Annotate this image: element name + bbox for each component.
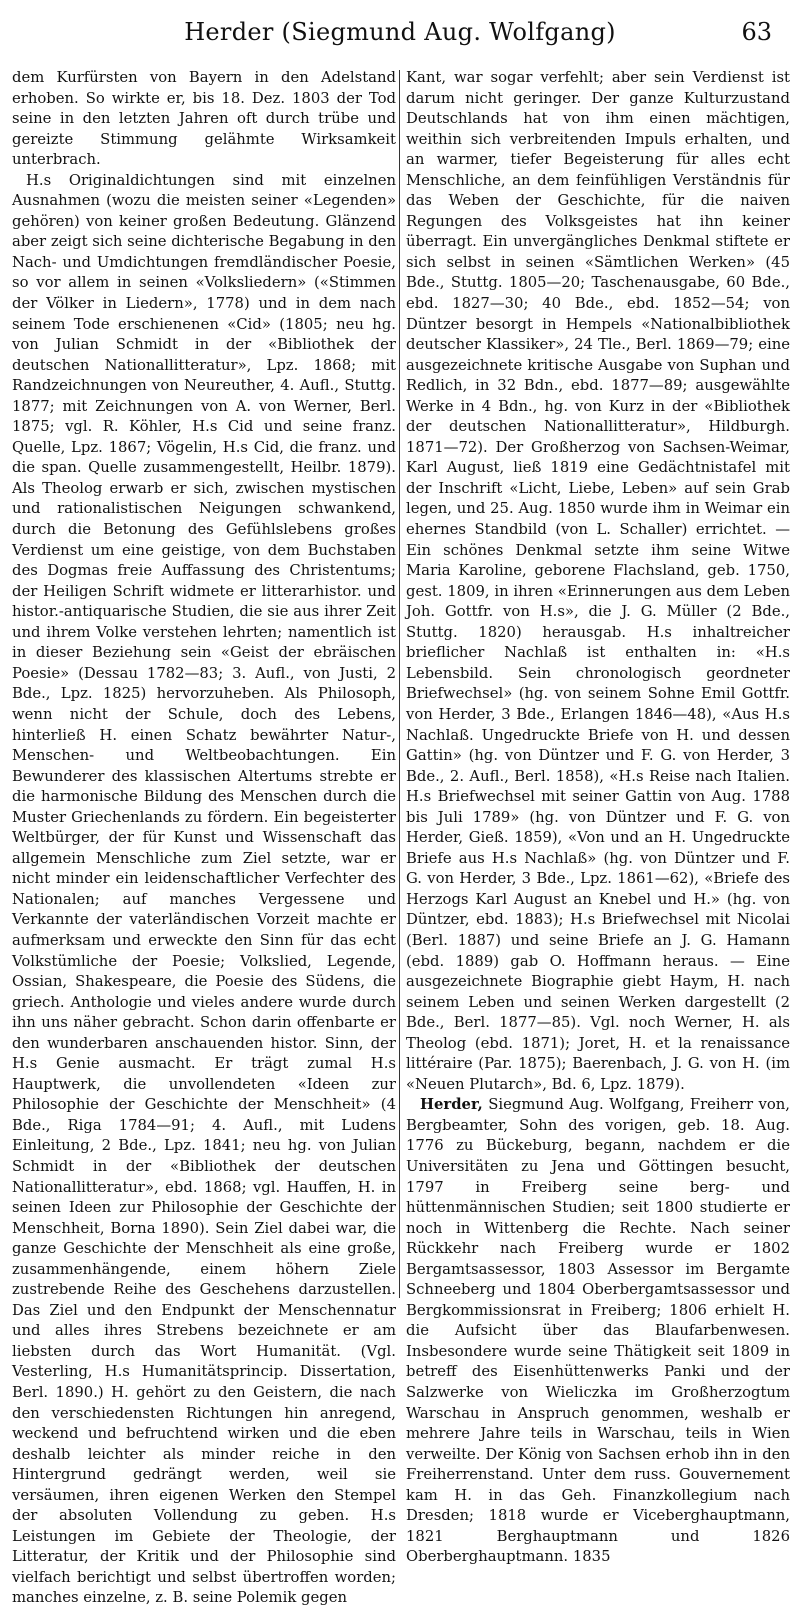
entry-paragraph	[406, 1095, 790, 1568]
paragraph: Kant, war sogar verfehlt; aber sein Verdienst ist darum nicht geringer. Der ganze Kulturzustand Deutschlands hat von ihm einen mächtigen, weithin sich verbreitenden Impuls erhalten, und an warmer, tiefer Begeisterung für alles echt Menschliche, an dem feinfühligen Verständnis für das Weben der Geschichte, für die naiven Regungen des Volksgeistes hat ihn keiner überragt. Ein unvergängliches Denkmal stiftete er sich selbst in seinen «Sämtlichen Werken» (45 Bde., Stuttg. 1805—20; Taschenausgabe, 60 Bde., ebd. 1827—30; 40 Bde., ebd. 1852—54; von Düntzer besorgt in Hempels «Nationalbibliothek deutscher Klassiker», 24 Tle., Berl. 1869—79; eine ausgezeichnete kritische Ausgabe von Suphan und Redlich, in 32 Bdn., ebd. 1877—89; ausgewählte Werke in 4 Bdn., hg. von Kurz in der «Bibliothek der deutschen Nationallitteratur», Hildburgh. 1871—72). Der Großherzog von Sachsen-Weimar, Karl August, ließ 1819 eine Gedächtnistafel mit der Inschrift «Licht, Liebe, Leben» auf sein Grab legen, und 25. Aug. 1850 wurde ihm in Weimar ein ehernes Standbild (von L. Schaller) errichtet. — Ein schönes Denkmal setzte ihm seine Witwe Maria Karoline, geborene Flachsland, geb. 1750, gest. 1809, in ihren «Erinnerungen aus dem Leben Joh. Gottfr. von H.s», die J. G. Müller (2 Bde., Stuttg. 1820) herausgab. H.s inhaltreicher brieflicher Nachlaß ist enthalten in: «H.s Lebensbild. Sein chronologisch geordneter Briefwechsel» (hg. von seinem Sohne Emil Gottfr. von Herder, 3 Bde., Erlangen 1846—48), «Aus H.s Nachlaß. Ungedruckte Briefe von H. und dessen Gattin» (hg. von Düntzer und F. G. von Herder, 3 Bde., 2. Aufl., Berl. 1858), «H.s Reise nach Italien. H.s Briefwechsel mit seiner Gattin von Aug. 1788 bis Juli 1789» (hg. von Düntzer und F. G. von Herder, Gieß. 1859), «Von und an H. Ungedruckte Briefe aus H.s Nachlaß» (hg. von Düntzer und F. G. von Herder, 3 Bde., Lpz. 1861—62), «Briefe des Herzogs Karl August an Knebel und H.» (hg. von Düntzer, ebd. 1883); H.s Briefwechsel mit Nicolai (Berl. 1887) und seine Briefe an J. G. Hamann (ebd. 1889) gab O. Hoffmann heraus. — Eine ausgezeichnete Biographie giebt Haym, H. nach seinem Leben und seinen Werken dargestellt (2 Bde., Berl. 1877—85). Vgl. noch Werner, H. als Theolog (ebd. 1871); Joret, H. et la renaissance littéraire (Par. 1875); Baerenbach, J. G. von H. (im «Neuen Plutarch», Bd. 6, Lpz. 1879).	[406, 69, 790, 1093]
column-divider	[399, 70, 400, 1298]
paragraph: H.s Originaldichtungen sind mit einzelnen Ausnahmen (wozu die meisten seiner «Legenden» gehören) von keiner großen Bedeutung. Glänzend aber zeigt sich seine dichterische Begabung in den Nach- und Umdichtungen fremdländischer Poesie, so vor allem in seinen «Volksliedern» («Stimmen der Völker in Liedern», 1778) und in dem nach seinem Tode erschienenen «Cid» (1805; neu hg. von Julian Schmidt in der «Bibliothek der deutschen Nationallitteratur», Lpz. 1868; mit Randzeichnungen von Neureuther, 4. Aufl., Stuttg. 1877; mit Zeichnungen von A. von Werner, Berl. 1875; vgl. R. Köhler, H.s Cid und seine franz. Quelle, Lpz. 1867; Vögelin, H.s Cid, die franz. und die span. Quelle zusammengestellt, Heilbr. 1879). Als Theolog erwarb er sich, zwischen mystischen und rationalistischen Neigungen schwankend, durch die Betonung des Gefühlslebens großes Verdienst um eine geistige, von dem Buchstaben des Dogmas freie Auffassung des Christentums; der Heiligen Schrift widmete er litterarhistor. und histor.-antiquarische Studien, die sie aus ihrer Zeit und ihrem Volke verstehen lehrten; namentlich ist in dieser Beziehung sein «Geist der ebräischen Poesie» (Dessau 1782—83; 3. Aufl., von Justi, 2 Bde., Lpz. 1825) hervorzuheben. Als Philosoph, wenn nicht der Schule, doch des Lebens, hinterließ H. einen Schatz bewährter Natur-, Menschen- und Weltbeobachtungen. Ein Bewunderer des klassischen Altertums strebte er die harmonische Bildung des Menschen durch die Muster Griechenlands zu fördern. Ein begeisterter Weltbürger, der für Kunst und Wissenschaft das allgemein Menschliche zum Ziel setzte, war er nicht minder ein leidenschaftlicher Verfechter des Nationalen; auf manches Vergessene und Verkannte der vaterländischen Vorzeit machte er aufmerksam und erweckte den Sinn für das echt Volkstümliche der Poesie; Volkslied, Legende, Ossian, Shakespeare, die Poesie des Südens, die griech. Anthologie und vieles andere wurde durch ihn uns näher gebracht. Schon darin offenbarte er den wunderbaren anschauenden histor. Sinn, der H.s Genie ausmacht. Er trägt zumal H.s Hauptwerk, die unvollendeten «Ideen zur Philosophie der Geschichte der Menschheit» (4 Bde., Riga 1784—91; 4. Aufl., mit Ludens Einleitung, 2 Bde., Lpz. 1841; neu hg. von Julian Schmidt in der «Bibliothek der deutschen Nationallitteratur», ebd. 1868; vgl. Hauffen, H. in seinen Ideen zur Philosophie der Geschichte der Menschheit, Borna 1890). Sein Ziel dabei war, die ganze Geschichte der Menschheit als eine große, zusammenhängende, einem höhern Ziele zustrebende Reihe des Geschehens darzustellen. Das Ziel und den Endpunkt der Menschennatur und alles ihres Strebens bezeichnete er am liebsten durch das Wort Humanität. (Vgl. Vesterling, H.s Humanitätsprincip. Dissertation, Berl. 1890.) H. gehört zu den Geistern, die nach den verschiedensten Richtungen hin anregend, weckend und befruchtend wirken und die eben deshalb leichter als minder reiche in den Hintergrund gedrängt werden, weil sie versäumen, ihren eigenen Werken den Stempel der absoluten Vollendung zu geben. H.s Leistungen im Gebiete der Theologie, der Litteratur, der Kritik und der Philosophie sind vielfach berichtigt und selbst übertroffen worden; manches einzelne, z. B. seine Polemik gegen	[12, 171, 396, 1607]
paragraph: dem Kurfürsten von Bayern in den Adelstand erhoben. So wirkte er, bis 18. Dez. 1803 der Tod seine in den letzten Jahren oft durch trübe und gereizte Stimmung gelähmte Wirksamkeit unterbrach.	[12, 69, 396, 169]
entry-headword: Herder,	[420, 1096, 483, 1114]
running-title: Herder (Siegmund Aug. Wolfgang)	[184, 18, 616, 46]
right-column	[406, 68, 790, 1568]
entry-text: Siegmund Aug. Wolfgang, Freiherr von, Bergbeamter, Sohn des vorigen, geb. 18. Aug. 1776 zu Bückeburg, begann, nachdem er die Universitäten zu Jena und Göttingen besucht, 1797 in Freiberg seine berg- und hüttenmännischen Studien; seit 1800 studierte er noch in Wittenberg die Rechte. Nach seiner Rückkehr nach Freiberg wurde er 1802 Bergamtsassessor, 1803 Assessor im Bergamte Schneeberg und 1804 Oberbergamtsassessor und Bergkommissionsrat in Freiberg; 1806 erhielt H. die Aufsicht über das Blaufarbenwesen. Insbesondere wurde seine Thätigkeit seit 1809 in betreff des Eisenhüttenwerks Panki und der Salzwerke von Wieliczka im Großherzogtum Warschau in Anspruch genommen, weshalb er mehrere Jahre teils in Warschau, teils in Wien verweilte. Der König von Sachsen erhob ihn in den Freiherrenstand. Unter dem russ. Gouvernement kam H. in das Geh. Finanzkollegium nach Dresden; 1818 wurde er Viceberghauptmann, 1821 Berghauptmann und 1826 Oberberghauptmann. 1835	[406, 1096, 790, 1566]
running-header	[0, 18, 800, 58]
left-column	[12, 68, 396, 1609]
page-number: 63	[741, 18, 772, 46]
